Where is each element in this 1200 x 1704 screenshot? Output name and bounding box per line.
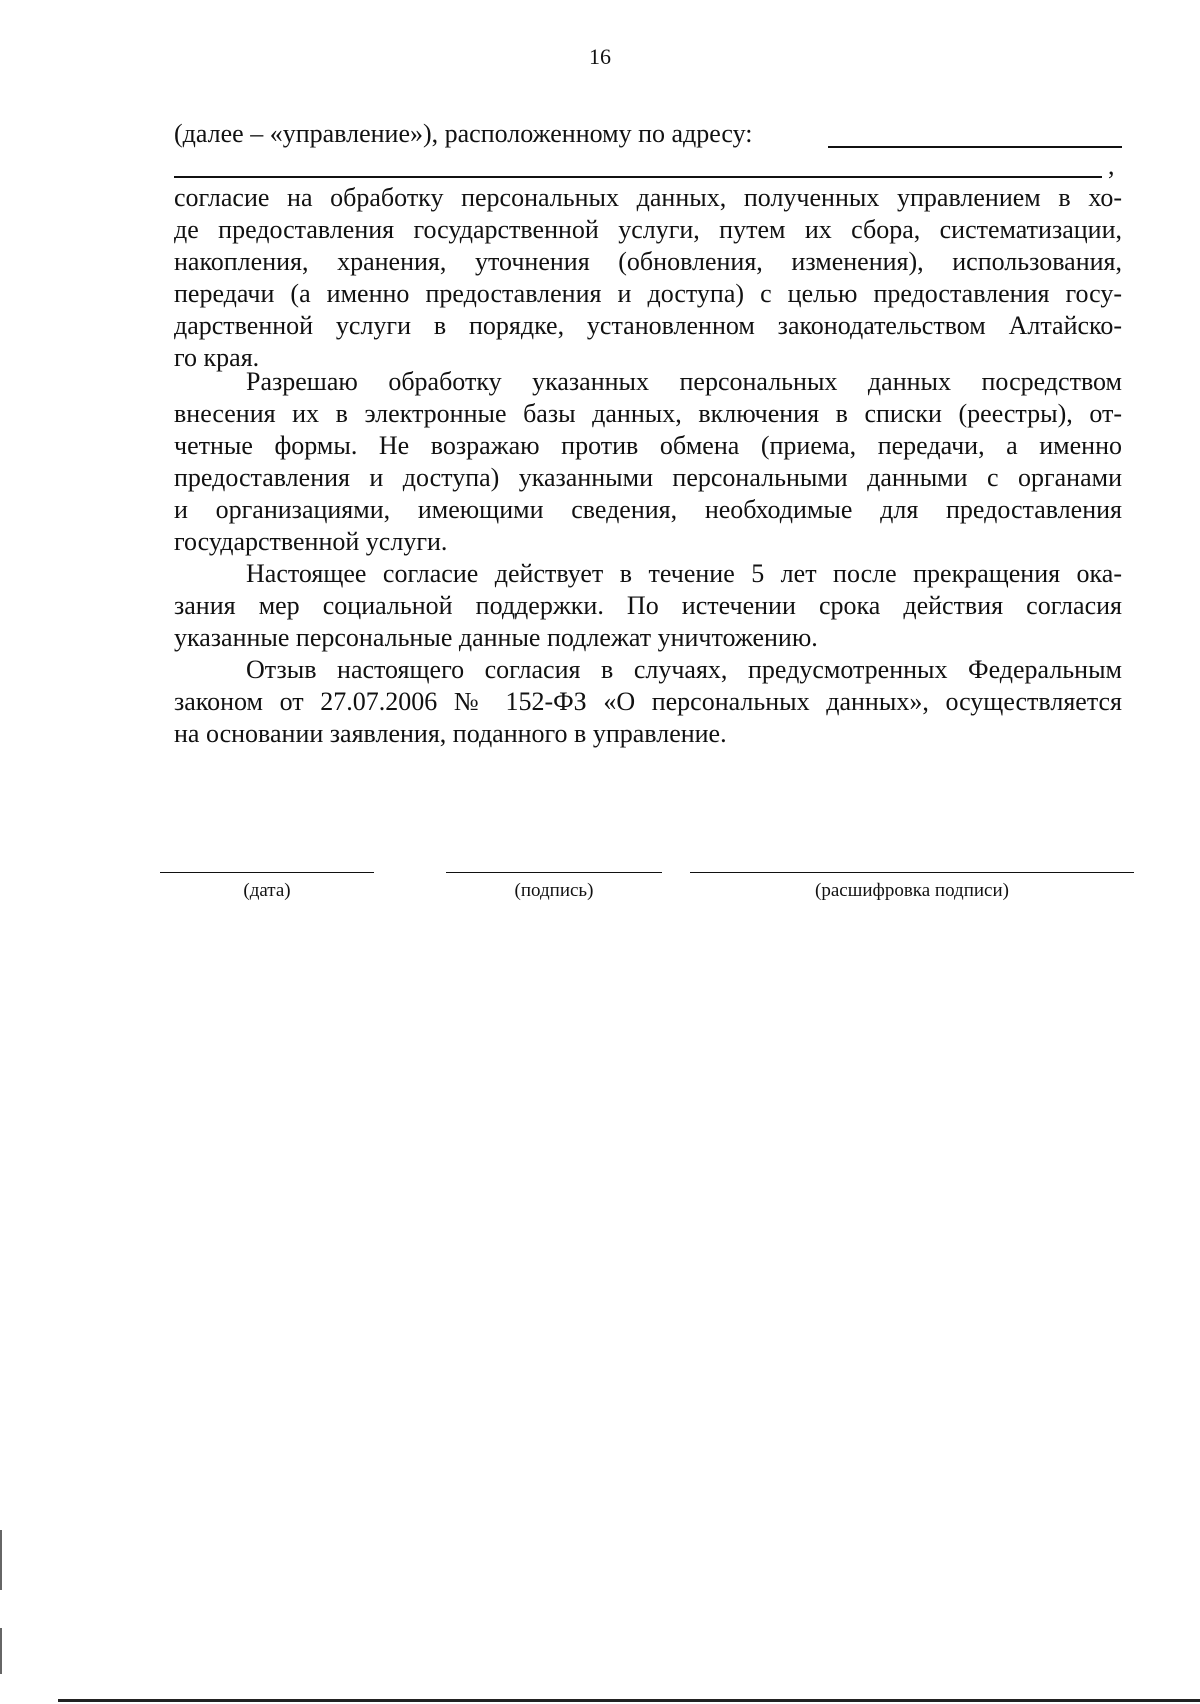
scan-edge-mark bbox=[0, 1530, 2, 1590]
text-line: согласие на обработку персональных данных, полученных управлением в хо- bbox=[174, 183, 1122, 212]
text-line: Настоящее согласие действует в течение 5 лет после прекращения ока- bbox=[246, 559, 1122, 588]
text-line: го края. bbox=[174, 343, 260, 372]
page-number: 16 bbox=[589, 44, 611, 69]
scan-edge-mark bbox=[0, 1628, 2, 1674]
consent-paragraph bbox=[174, 182, 1122, 374]
scan-bottom-edge bbox=[58, 1699, 1200, 1702]
date-field-line[interactable] bbox=[160, 872, 374, 873]
text-line: указанные персональные данные подлежат уничтожению. bbox=[174, 623, 818, 652]
text-line: государственной услуги. bbox=[174, 527, 448, 556]
text-line: де предоставления государственной услуги, путем их сбора, систематизации, bbox=[174, 215, 1122, 244]
text-line: передачи (а именно предоставления и доступа) с целью предоставления госу- bbox=[174, 279, 1122, 308]
signature-field-line[interactable] bbox=[446, 872, 662, 873]
date-caption: (дата) bbox=[243, 880, 291, 901]
address-label: (далее – «управление»), расположенному по адресу: bbox=[174, 119, 753, 148]
address-blank-line[interactable] bbox=[828, 146, 1122, 148]
processing-permission-paragraph bbox=[174, 366, 1122, 558]
text-line: накопления, хранения, уточнения (обновления, изменения), использования, bbox=[174, 247, 1122, 276]
address-row bbox=[174, 118, 1122, 154]
signature-decoding-field-line[interactable] bbox=[690, 872, 1134, 873]
signature-decoding-caption: (расшифровка подписи) bbox=[815, 880, 1009, 901]
validity-period-paragraph bbox=[174, 558, 1122, 654]
signature-caption: (подпись) bbox=[514, 880, 594, 901]
text-line: и организациями, имеющими сведения, необходимые для предоставления bbox=[174, 495, 1122, 524]
text-line: на основании заявления, поданного в управление. bbox=[174, 719, 727, 748]
text-line: Отзыв настоящего согласия в случаях, предусмотренных Федеральным bbox=[246, 655, 1122, 684]
text-line: Разрешаю обработку указанных персональных данных посредством bbox=[246, 367, 1122, 396]
address-blank-line-2[interactable] bbox=[174, 176, 1102, 178]
revocation-paragraph bbox=[174, 654, 1122, 750]
text-line: предоставления и доступа) указанными персональными данными с органами bbox=[174, 463, 1122, 492]
address-comma: , bbox=[1108, 151, 1115, 180]
address-row-continuation bbox=[174, 150, 1122, 186]
text-line: четные формы. Не возражаю против обмена (приема, передачи, а именно bbox=[174, 431, 1122, 460]
text-line: законом от 27.07.2006 № 152-ФЗ «О персональных данных», осуществляется bbox=[174, 687, 1122, 716]
text-line: зания мер социальной поддержки. По истечении срока действия согласия bbox=[174, 591, 1122, 620]
text-line: дарственной услуги в порядке, установленном законодательством Алтайско- bbox=[174, 311, 1122, 340]
text-line: внесения их в электронные базы данных, включения в списки (реестры), от- bbox=[174, 399, 1122, 428]
